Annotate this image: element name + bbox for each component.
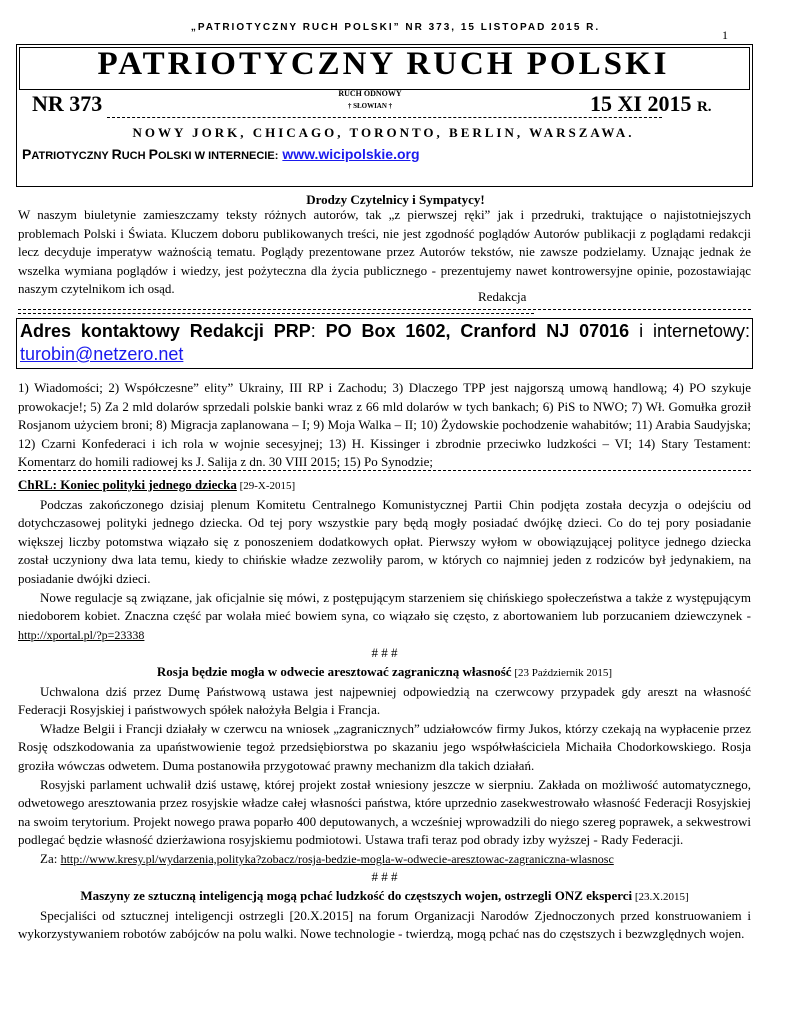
article-title: Rosja będzie mogła w odwecie aresztować zagraniczną własność (156, 663, 512, 679)
article-source (18, 850, 751, 869)
source-label: Za: (40, 850, 61, 866)
article-title: Maszyny ze sztuczną inteligencją mogą pchać ludzkość do częstszych wojen, ostrzegli ONZ eksperci (80, 888, 633, 904)
running-header: „PATRIOTYCZNY RUCH POLSKI” NR 373, 15 LISTOPAD 2015 R. (190, 22, 601, 33)
logo-line-2: † SŁOWIAN † (347, 102, 393, 110)
articles (18, 476, 751, 944)
contact-colon: : (310, 321, 326, 341)
issue-date-main: 15 XI 2015 (590, 91, 697, 116)
section-separator: # # # (371, 869, 398, 885)
article-title: ChRL: Koniec polityki jednego dziecka (18, 477, 237, 492)
issue-date-suffix: R. (696, 99, 712, 115)
article-heading (18, 887, 751, 907)
article-heading (18, 663, 751, 683)
article-paragraph: Specjaliści od sztucznej inteligencji ostrzegli [20.X.2015] na forum Organizacji Narodów Zjednoczonych przed konstruowaniem i wykorzystywaniem robotów zabójców na polu walki. Nowe technologie - twierdzą, mogą pchać nas do częstszych i bezwzględnych wojen. (18, 907, 751, 942)
article-paragraph: Rosyjski parlament uchwalił dziś ustawę, której projekt został wniesiony jeszcze w sierpniu. Zakłada on możliwość automatycznego, odwetowego aresztowania przez rosyjskie władze całej własności państwa, które uprzednio zasekwestrowało własność Federacji Rosyjskiej na swoim terytorium. Projekt nowego prawa poparło 400 deputowanych, a wcześniej wprowadzili do niego szereg poprawek, a sekwestrowi podlegać będzie własność dzierżawiona rosyjskiemu podmiotowi. Ustawa trafi teraz pod obrady izby wyższej - Rady Federacji. (18, 776, 751, 848)
divider (18, 309, 751, 310)
web-label-part: P (22, 146, 32, 162)
article-source-link[interactable]: http://www.kresy.pl/wydarzenia,polityka?zobacz/rosja-bedzie-mogla-w-odwecie-aresztowac-zagraniczna-wlasnosc (60, 851, 614, 866)
contact-middle: i internetowy: (629, 321, 751, 341)
contact-email-link[interactable]: turobin@netzero.net (20, 344, 184, 364)
ruch-odnowy-logo (338, 85, 402, 115)
section-separator: # # # (371, 645, 398, 661)
issue-number: NR 373 (32, 91, 103, 116)
divider (18, 313, 534, 314)
article-paragraph (18, 589, 751, 645)
article-paragraph: Podczas zakończonego dzisiaj plenum Komitetu Centralnego Komunistycznej Partii Chin podjęta została decyzja o odejściu od dotychczasowej polityki jednego dziecka. Od tej pory wszystkie pary będą mogły posiadać dwójkę dzieci. Co do tej pory posiadanie większej liczby potomstwa wiązało się z ponoszeniem dodatkowych opłat. Pierwszy wyłom w obowiązującej polityce jednego dziecka został uczyniony dwa lata temu, kiedy to chińskie władze zezwoliły parom, w których co najmniej jeden z rodziców był jedynakiem, na posiadanie dwójki dzieci. (18, 496, 751, 586)
newsletter-title: PATRIOTYCZNY RUCH POLSKI (97, 46, 670, 82)
article-paragraph: Władze Belgii i Francji działały w czerwcu na wniosek „zagranicznych” udziałowców firmy Jukos, którzy czekają na wypłacenie przez Rosję odszkodowania za upaństwowienie tegoż przedsiębiorstwa po skazaniu jego współwłaściciela Michaiła Chodorkowskiego. Rosja groziła wówczas odwetem. Duma postanowiła przygotować prawny mechanizm dla takich działań. (18, 720, 751, 773)
article-date: [23.X.2015] (632, 891, 689, 904)
article-date: [23 Październik 2015] (511, 666, 613, 679)
web-label-part: P (148, 146, 158, 162)
divider (18, 470, 751, 471)
contact-address: PO Box 1602, Cranford NJ 07016 (325, 321, 630, 341)
issue-date (590, 91, 712, 117)
page-number: 1 (722, 28, 728, 42)
article-paragraph: Uchwalona dziś przez Dumę Państwową ustawa jest najpewniej odpowiedzią na czerwcowy przypadek gdy areszt na własność Federacji Rosyjskiej i państwowych spółek nałożyła Belgia i Francja. (18, 683, 751, 718)
readers-body: W naszym biuletynie zamieszczamy teksty różnych autorów, tak „z pierwszej ręki” jak i przedruki, traktujące o najistotniejszych problemach Polski i Świata. Kluczem doboru publikowanych treści, nie jest zgodność poglądów Autorów publikacji z poglądami redakcji lecz decyduje imperatyw ważnością tematu. Poglądy prezentowane przez Autorów tekstów, nie zawsze podzielamy. Uznając jednak że wszelka wymiana poglądów i wiedzy, jest pożyteczna dla życia publicznego - prezentujemy nawet kontrowersyjne opinie, pozostawiając naszym czytelnikom ich osąd. (18, 207, 751, 297)
web-label-part: OLSKI W INTERNECIE: (157, 150, 279, 162)
website-line (22, 146, 420, 162)
article-source-link[interactable]: http://xportal.pl/?p=23338 (18, 627, 145, 642)
contact-info (20, 320, 750, 366)
article-text: Nowe regulacje są związane, jak oficjalnie się mówi, z postępującym starzeniem się chińskiego społeczeństwa a także z występującym niedoborem kobiet. Znaczna część par wolała mieć bowiem syna, co wiązało się często, z abortowaniem lub porzucaniem dziewczynek - (18, 589, 751, 624)
web-label-part: UCH (121, 150, 149, 162)
article-heading (18, 476, 751, 496)
web-label-part: ATRIOTYCZNY (31, 150, 112, 162)
readers-heading: Drodzy Czytelnicy i Sympatycy! (306, 192, 485, 207)
website-link[interactable]: www.wicipolskie.org (282, 146, 420, 162)
cities-line: NOWY JORK, CHICAGO, TORONTO, BERLIN, WARSZAWA. (132, 125, 635, 140)
web-label-part: R (111, 146, 122, 162)
logo-line-1: RUCH ODNOWY (338, 89, 402, 98)
readers-signature: Redakcja (478, 289, 527, 304)
table-of-contents: 1) Wiadomości; 2) Współczesne” elity” Ukrainy, III RP i Zachodu; 3) Dlaczego TPP jest najgorszą umową handlową; 4) PO szykuje prowokacje!; 5) Za 2 mld dolarów sprzedali polskie banki wraz z 66 mld dolarów w tych bankach; 6) PiS to NWO; 7) Wł. Gomułka groził Rosjanom użyciem broni; 8) Migracja zaplanowana – I; 9) Moja Walka – II; 10) Żydowskie pochodzenie wahabitów; 11) Arabia Saudyjska; 12) Czarni Konfederaci i ich rola w wojnie secesyjnej; 13) H. Kissinger i zbrodnie przeciwko ludzkości – VI; 14) Stary Testament: Komentarz do homili radiowej ks J. Salija z dn. 30 VIII 2015; 15) Po Synodzie; (18, 380, 751, 470)
contact-label: Adres kontaktowy Redakcji PRP (20, 321, 311, 341)
divider (107, 117, 662, 118)
article-date: [29-X-2015] (236, 480, 296, 492)
